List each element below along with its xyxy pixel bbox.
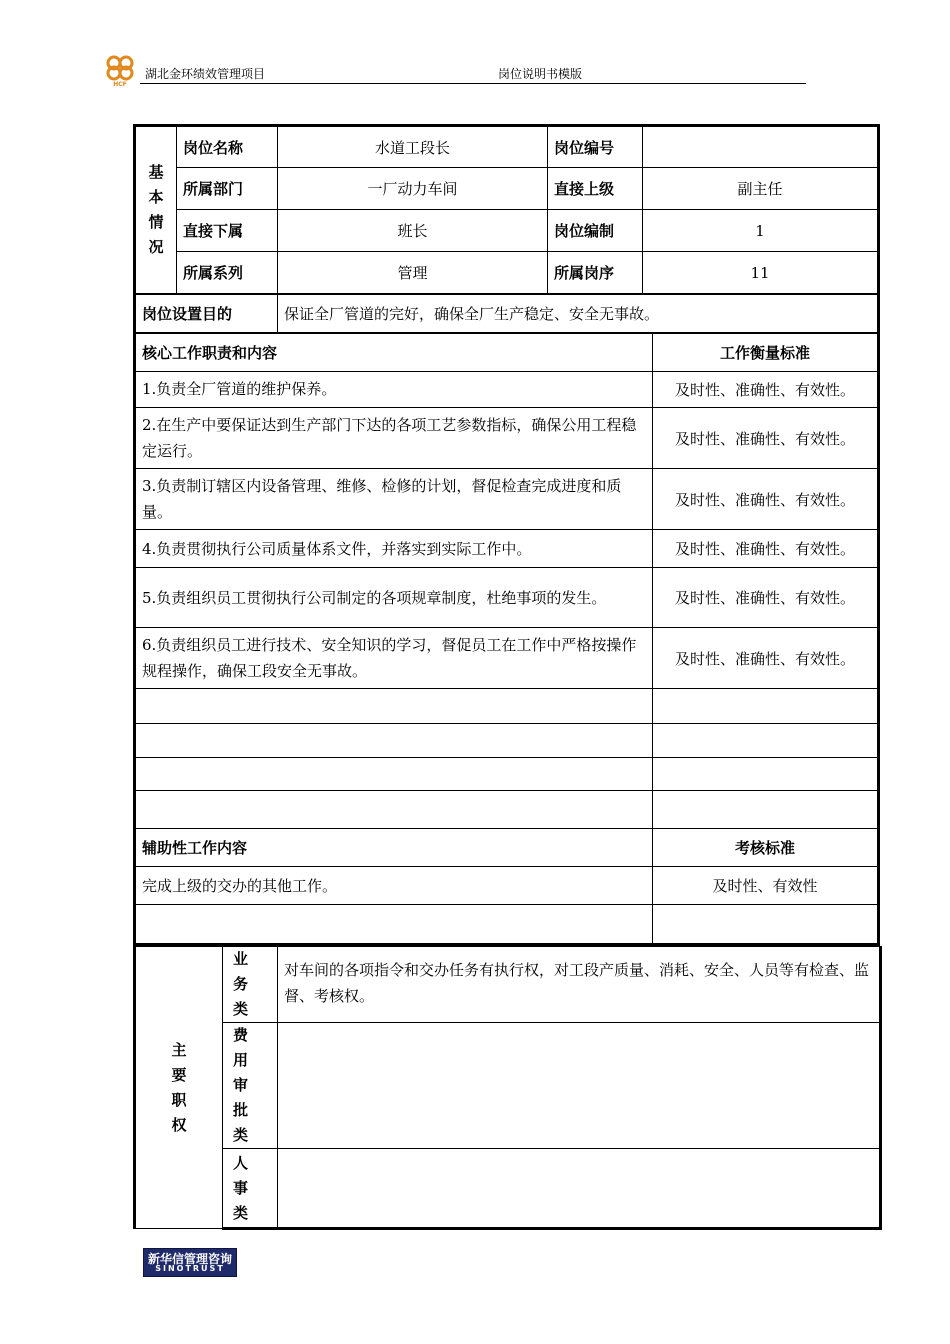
empty-standard-cell (653, 724, 879, 758)
authority-table (133, 946, 882, 1230)
authority-text-business: 对车间的各项指令和交办任务有执行权，对工段产质量、消耗、安全、人员等有检查、监督、考核权。 (278, 947, 881, 1023)
value-subordinate: 班长 (278, 210, 548, 252)
value-supervisor: 副主任 (643, 168, 879, 210)
document-type: 岗位说明书模版 (498, 67, 583, 81)
job-description-form (133, 124, 880, 1222)
hcf-logo-icon (100, 52, 140, 88)
empty-duty-cell (135, 791, 653, 829)
empty-standard-cell (653, 758, 879, 791)
label-purpose: 岗位设置目的 (135, 295, 278, 333)
sinotrust-logo (143, 1248, 237, 1277)
duty-standard: 及时性、准确性、有效性。 (653, 568, 879, 628)
authority-text-personnel (278, 1149, 881, 1229)
authority-section-label: 主 要 职 权 (135, 947, 223, 1229)
value-series: 管理 (278, 252, 548, 294)
logo-text: HCF (113, 81, 127, 88)
duty-item: 5.负责组织员工贯彻执行公司制定的各项规章制度，杜绝事项的发生。 (135, 568, 653, 628)
duty-standard: 及时性、准确性、有效性。 (653, 408, 879, 469)
label-job-title: 岗位名称 (177, 126, 278, 168)
core-standard-header: 工作衡量标准 (653, 334, 879, 372)
duty-standard: 及时性、准确性、有效性。 (653, 530, 879, 568)
value-purpose: 保证全厂管道的完好，确保全厂生产稳定、安全无事故。 (278, 295, 879, 333)
value-job-title: 水道工段长 (278, 126, 548, 168)
empty-duty-cell (135, 689, 653, 724)
empty-duty-cell (135, 758, 653, 791)
page-header (100, 52, 806, 88)
value-headcount: 1 (643, 210, 879, 252)
empty-standard-cell (653, 689, 879, 724)
header-rule (140, 83, 806, 84)
value-job-code (643, 126, 879, 168)
duty-standard: 及时性、准确性、有效性。 (653, 628, 879, 689)
aux-item: 完成上级的交办的其他工作。 (135, 867, 653, 905)
empty-aux-standard-cell (653, 905, 879, 945)
label-job-code: 岗位编号 (548, 126, 643, 168)
duty-item: 1.负责全厂管道的维护保养。 (135, 372, 653, 408)
authority-text-expense (278, 1023, 881, 1149)
authority-type-personnel: 人事类 (223, 1149, 278, 1229)
label-supervisor: 直接上级 (548, 168, 643, 210)
label-department: 所属部门 (177, 168, 278, 210)
duty-standard: 及时性、准确性、有效性。 (653, 469, 879, 530)
empty-duty-cell (135, 724, 653, 758)
value-department: 一厂动力车间 (278, 168, 548, 210)
duty-item: 6.负责组织员工进行技术、安全知识的学习，督促员工在工作中严格按操作规程操作，确保工段安全无事故。 (135, 628, 653, 689)
duty-item: 2.在生产中要保证达到生产部门下达的各项工艺参数指标，确保公用工程稳定运行。 (135, 408, 653, 469)
empty-aux-cell (135, 905, 653, 945)
value-rank: 11 (643, 252, 879, 294)
empty-standard-cell (653, 791, 879, 829)
project-title: 湖北金环绩效管理项目 (145, 67, 266, 81)
authority-type-expense: 费用审批类 (223, 1023, 278, 1149)
duty-item: 3.负责制订辖区内设备管理、维修、检修的计划，督促检查完成进度和质量。 (135, 469, 653, 530)
core-duties-header: 核心工作职责和内容 (135, 334, 653, 372)
label-series: 所属系列 (177, 252, 278, 294)
brand-cn: 新华信管理咨询 (147, 1252, 232, 1266)
label-rank: 所属岗序 (548, 252, 643, 294)
core-duties-table (133, 333, 880, 946)
duty-standard: 及时性、准确性、有效性。 (653, 372, 879, 408)
duty-item: 4.负责贯彻执行公司质量体系文件，并落实到实际工作中。 (135, 530, 653, 568)
basic-section-label: 基 本 情 况 (135, 126, 177, 294)
label-subordinate: 直接下属 (177, 210, 278, 252)
basic-info-table (133, 124, 880, 294)
authority-type-business: 业务类 (223, 947, 278, 1023)
brand-en: SINOTRUST (155, 1264, 225, 1273)
aux-standard-header: 考核标准 (653, 829, 879, 867)
aux-standard: 及时性、有效性 (653, 867, 879, 905)
aux-content-header: 辅助性工作内容 (135, 829, 653, 867)
purpose-table (133, 294, 880, 333)
label-headcount: 岗位编制 (548, 210, 643, 252)
